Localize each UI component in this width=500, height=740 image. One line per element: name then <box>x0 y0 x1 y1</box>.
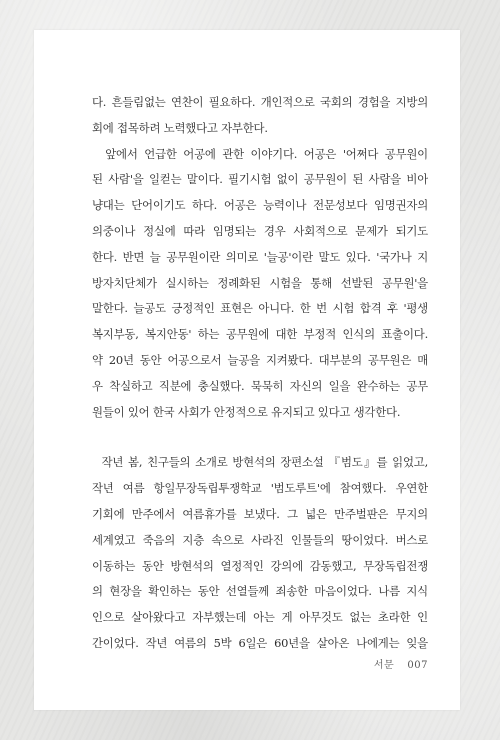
text-line: 약 20년 동안 어공으로서 늘공을 지켜봤다. 대부분의 공무원은 매 <box>92 352 428 367</box>
text-line: 간이었다. 작년 여름의 5박 6일은 60년을 살아온 나에게는 잊을 <box>92 635 428 650</box>
text-line: 된 사람'을 일컫는 말이다. 필기시험 없이 공무원이 된 사람을 비아 <box>92 172 428 187</box>
page-number: 007 <box>407 660 428 671</box>
body-text <box>92 90 428 657</box>
text-line: 작년 봄, 친구들의 소개로 방현석의 장편소설 『범도』를 읽었고, <box>92 455 428 470</box>
text-line: 의 현장을 확인하는 동안 선열들께 죄송한 마음이었다. 나름 지식 <box>92 584 428 599</box>
text-line: 세계였고 죽음의 지층 속으로 사라진 인물들의 땅이었다. 버스로 <box>92 532 428 547</box>
page-footer <box>364 656 428 671</box>
text-line: 복지부동, 복지안동' 하는 공무원에 대한 부정적 인식의 표출이다. <box>92 327 428 342</box>
text-line: 회에 접목하려 노력했다고 자부한다. <box>92 120 268 135</box>
paragraph-gap <box>92 425 428 450</box>
text-line: 한다. 반면 늘 공무원이란 의미로 '늘공'이란 말도 있다. '국가나 지 <box>92 249 428 264</box>
text-line: 냥대는 단어이기도 하다. 어공은 능력이나 전문성보다 임명권자의 <box>92 198 428 213</box>
text-line: 우 착실하고 직분에 충실했다. 묵묵히 자신의 일을 완수하는 공무 <box>92 378 428 393</box>
text-line: 말한다. 늘공도 긍정적인 표현은 아니다. 한 번 시험 합격 후 '평생 <box>92 301 428 316</box>
text-line: 원들이 있어 한국 사회가 안정적으로 유지되고 있다고 생각한다. <box>92 404 401 419</box>
text-line: 앞에서 언급한 어공에 관한 이야기다. 어공은 '어쩌다 공무원이 <box>92 146 428 161</box>
text-line: 기회에 만주에서 여름휴가를 보냈다. 그 넓은 만주벌판은 무지의 <box>92 506 428 521</box>
section-label: 서문 <box>373 660 395 671</box>
text-line: 다. 흔들림없는 연찬이 필요하다. 개인적으로 국회의 경험을 지방의 <box>92 95 428 109</box>
text-line: 인으로 살아왔다고 자부했는데 아는 게 아무것도 없는 초라한 인 <box>92 610 428 625</box>
text-line: 의중이나 정실에 따라 임명되는 경우 사회적으로 문제가 되기도 <box>92 223 428 238</box>
text-line: 이동하는 동안 방현석의 열정적인 강의에 감동했고, 무장독립전쟁 <box>92 558 428 573</box>
text-line: 작년 여름 항일무장독립투쟁학교 '범도루트'에 참여했다. 우연한 <box>92 481 428 496</box>
text-line: 방자치단체가 실시하는 정례화된 시험을 통해 선발된 공무원'을 <box>92 275 428 290</box>
